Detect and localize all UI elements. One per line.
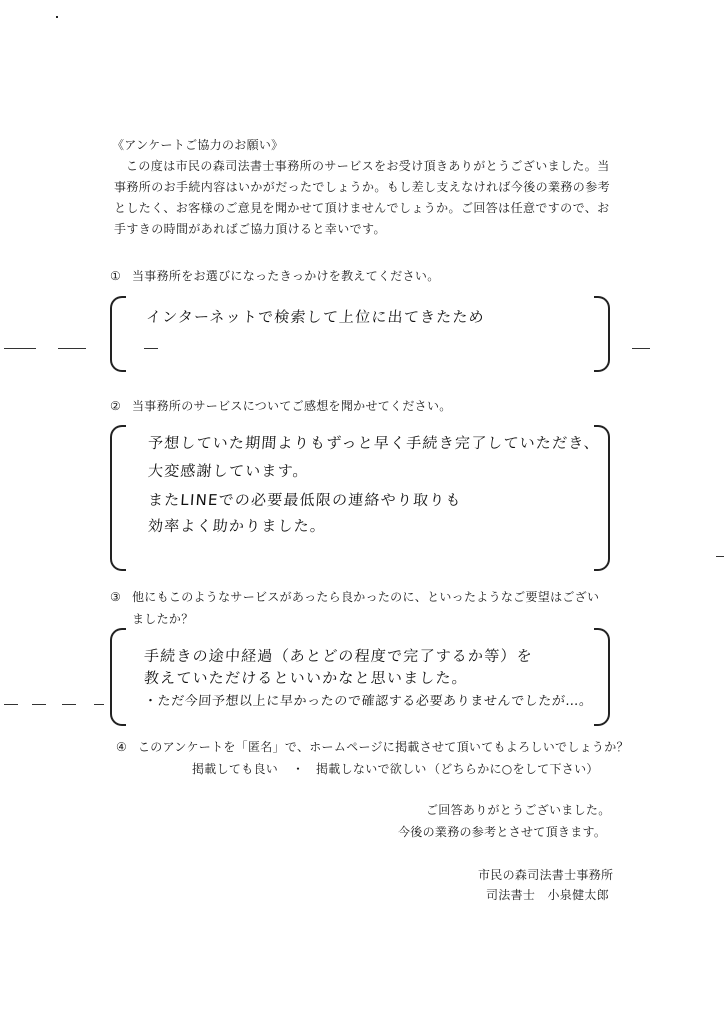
question-text: このアンケートを「匿名」で、ホームページに掲載させて頂いてもよろしいでしょうか？ xyxy=(138,740,629,754)
intro-paragraph: この度は市民の森司法書士事務所のサービスをお受け頂きありがとうございました。当事務所のお手続内容はいかがだったでしょうか。もし差し支えなければ今後の業務の参考としたく、お客様のご意見を聞かせて頂けませんでしょうか。ご回答は任意ですので、お手すきの時間があればご協力頂けると幸いです。 xyxy=(114,159,611,236)
scan-dash xyxy=(4,348,36,349)
scan-dash xyxy=(94,704,104,705)
page-title: 《アンケートご協力のお願い》 xyxy=(112,138,284,152)
answer-3-line-2: 教えていただけるといいかなと思いました。 xyxy=(143,669,469,687)
answer-bracket-right xyxy=(594,628,610,726)
answer-bracket-left xyxy=(110,296,126,372)
question-number: ② xyxy=(110,399,122,413)
question-text: 他にもこのようなサービスがあったら良かったのに、といったようなご要望はござい xyxy=(132,590,600,604)
answer-bracket-left xyxy=(110,628,126,726)
closing-line-2: 今後の業務の参考とさせて頂きます。 xyxy=(398,825,607,839)
scan-dash xyxy=(144,348,158,349)
choice-separator: ・ xyxy=(292,762,305,776)
answer-3-line-1: 手続きの途中経過（あとどの程度で完了するか等）を xyxy=(143,647,534,665)
question-number: ④ xyxy=(116,740,128,754)
choice-yes: 掲載しても良い xyxy=(192,762,279,776)
question-text: 当事務所をお選びになったきっかけを教えてください。 xyxy=(132,269,440,283)
choice-no: 掲載しないで欲しい xyxy=(316,762,427,776)
answer-2-line-1: 予想していた期間よりもずっと早く手続き完了していただき、 xyxy=(147,434,601,452)
closing-line-1: ご回答ありがとうございました。 xyxy=(426,803,611,817)
scan-dash xyxy=(62,704,76,705)
scan-speck xyxy=(56,16,58,18)
scan-dash xyxy=(4,704,18,705)
answer-3-line-3: ・ただ今回予想以上に早かったので確認する必要ありませんでしたが…。 xyxy=(143,694,594,709)
scan-dash xyxy=(716,556,724,557)
choice-note: （どちらかに○をして下さい） xyxy=(428,762,599,776)
question-3-continued: ましたか？ xyxy=(132,612,194,626)
question-number: ① xyxy=(110,269,122,283)
scan-dash xyxy=(58,348,86,349)
question-number: ③ xyxy=(110,590,122,604)
office-name: 市民の森司法書士事務所 xyxy=(478,868,614,882)
answer-bracket-right xyxy=(594,296,610,372)
answer-2-line-3: またLINEでの必要最低限の連絡やり取りも xyxy=(147,491,463,509)
answer-2-line-4: 効率よく助かりました。 xyxy=(147,517,327,535)
signatory: 司法書士 小泉健太郎 xyxy=(486,888,610,902)
answer-1-line: インターネットで検索して上位に出てきたため xyxy=(145,308,486,326)
question-2 xyxy=(110,397,452,414)
question-1 xyxy=(110,267,440,284)
answer-2-line-2: 大変感謝しています。 xyxy=(147,462,310,480)
question-text: 当事務所のサービスについてご感想を聞かせてください。 xyxy=(132,399,452,413)
scan-dash xyxy=(32,704,46,705)
question-4 xyxy=(116,738,629,755)
answer-bracket-left xyxy=(110,425,126,571)
question-3 xyxy=(110,588,599,605)
scan-dash xyxy=(632,348,650,349)
